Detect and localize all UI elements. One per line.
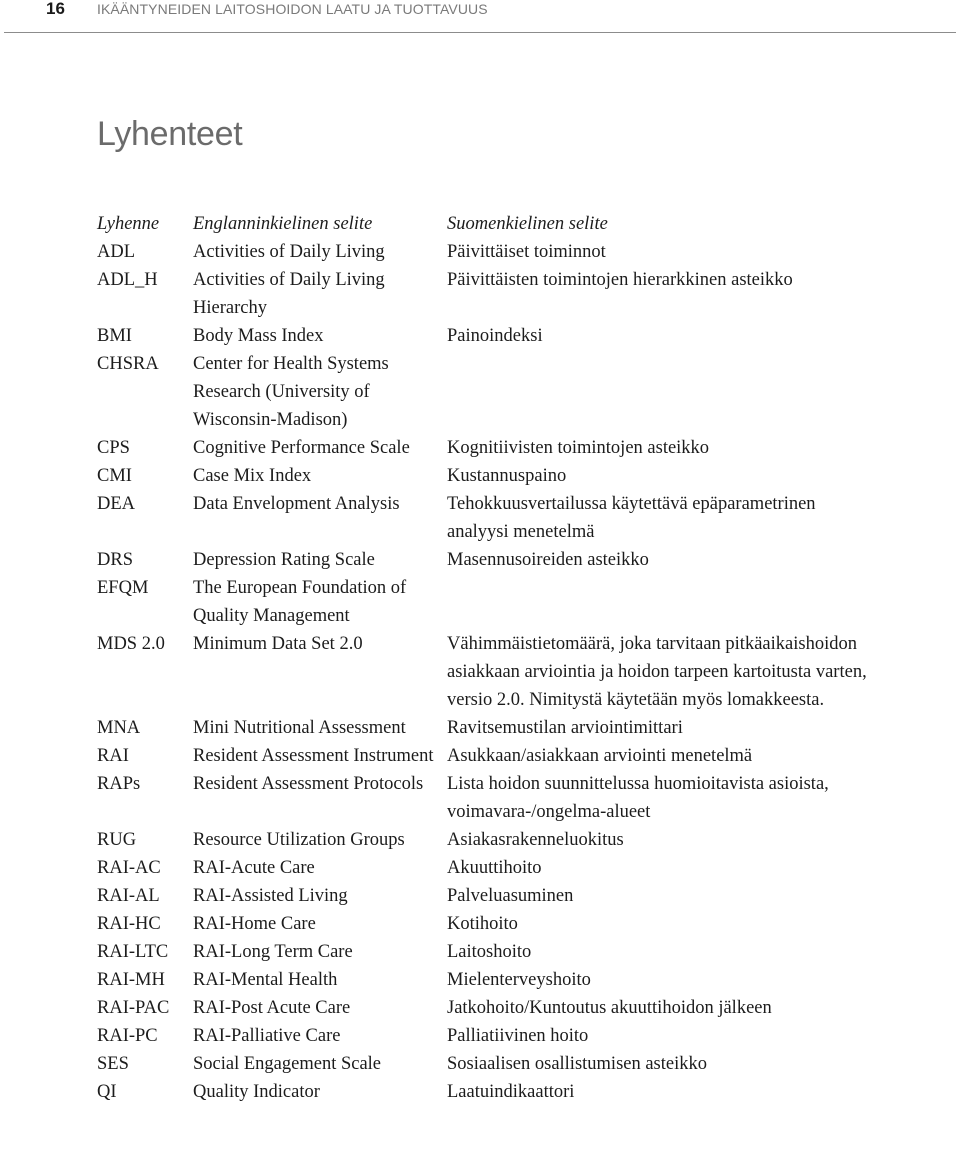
header-abbreviation: Lyhenne <box>97 214 160 234</box>
table-row <box>97 238 867 266</box>
table-row <box>97 630 867 714</box>
abbreviation-cell: RAI-HC <box>97 914 161 934</box>
abbreviation-cell: RAI-PC <box>97 1026 158 1046</box>
english-term-cell: Quality Indicator <box>193 1082 320 1102</box>
page-header <box>0 0 960 34</box>
finnish-term-cell: Kotihoito <box>447 914 518 934</box>
abbreviation-cell: RAI-LTC <box>97 942 169 962</box>
english-term-cell: Resource Utilization Groups <box>193 830 405 850</box>
table-row <box>97 574 867 630</box>
table-row <box>97 490 867 546</box>
table-row <box>97 742 867 770</box>
abbreviation-cell: RAI-PAC <box>97 998 170 1018</box>
table-row <box>97 1078 867 1106</box>
english-term-cell: RAI-Mental Health <box>193 970 338 990</box>
table-row <box>97 546 867 574</box>
english-term-cell: Center for Health Systems Research (University of Wisconsin-Madison) <box>193 354 389 430</box>
finnish-term-cell: Laitoshoito <box>447 942 532 962</box>
finnish-term-cell: Palliatiivinen hoito <box>447 1026 589 1046</box>
table-row <box>97 882 867 910</box>
english-term-cell: Data Envelopment Analysis <box>193 494 400 514</box>
abbreviation-cell: CHSRA <box>97 354 159 374</box>
abbreviation-cell: RAI-AC <box>97 858 161 878</box>
finnish-term-cell: Painoindeksi <box>447 326 543 346</box>
abbreviation-cell: EFQM <box>97 578 149 598</box>
abbreviation-cell: SES <box>97 1054 129 1074</box>
header-english: Englanninkielinen selite <box>193 214 373 234</box>
finnish-term-cell: Ravitsemustilan arviointimittari <box>447 718 683 738</box>
english-term-cell: RAI-Palliative Care <box>193 1026 341 1046</box>
abbreviation-cell: RUG <box>97 830 137 850</box>
english-term-cell: RAI-Long Term Care <box>193 942 353 962</box>
finnish-term-cell: Masennusoireiden asteikko <box>447 550 649 570</box>
abbreviation-cell: BMI <box>97 326 132 346</box>
finnish-term-cell: Akuuttihoito <box>447 858 542 878</box>
table-row <box>97 826 867 854</box>
abbreviation-cell: DRS <box>97 550 133 570</box>
english-term-cell: RAI-Post Acute Care <box>193 998 351 1018</box>
english-term-cell: Mini Nutritional Assessment <box>193 718 406 738</box>
finnish-term-cell: Jatkohoito/Kuntoutus akuuttihoidon jälkeen <box>447 998 772 1018</box>
finnish-term-cell: Päivittäiset toiminnot <box>447 242 606 262</box>
finnish-term-cell: Kognitiivisten toimintojen asteikko <box>447 438 710 458</box>
table-row <box>97 1050 867 1078</box>
table-row <box>97 994 867 1022</box>
finnish-term-cell: Päivittäisten toimintojen hierarkkinen asteikko <box>447 270 793 290</box>
finnish-term-cell: Laatuindikaattori <box>447 1082 575 1102</box>
english-term-cell: RAI-Assisted Living <box>193 886 348 906</box>
english-term-cell: Cognitive Performance Scale <box>193 438 410 458</box>
finnish-term-cell: Asukkaan/asiakkaan arviointi menetelmä <box>447 746 753 766</box>
finnish-term-cell: Lista hoidon suunnittelussa huomioitavista asioista, voimavara-/ongelma-alueet <box>447 774 829 822</box>
table-row <box>97 910 867 938</box>
abbreviation-cell: DEA <box>97 494 136 514</box>
english-term-cell: RAI-Acute Care <box>193 858 315 878</box>
table-body <box>97 238 867 1106</box>
english-term-cell: Case Mix Index <box>193 466 312 486</box>
abbreviation-cell: CPS <box>97 438 130 458</box>
english-term-cell: Minimum Data Set 2.0 <box>193 634 363 654</box>
header-finnish: Suomenkielinen selite <box>447 214 608 234</box>
english-term-cell: RAI-Home Care <box>193 914 316 934</box>
abbreviation-cell: MDS 2.0 <box>97 634 165 654</box>
table-row <box>97 714 867 742</box>
finnish-term-cell <box>447 350 867 434</box>
english-term-cell: Activities of Daily Living Hierarchy <box>193 270 385 318</box>
english-term-cell: Social Engagement Scale <box>193 1054 382 1074</box>
table-row <box>97 434 867 462</box>
abbreviation-cell: ADL_H <box>97 270 158 290</box>
english-term-cell: Body Mass Index <box>193 326 324 346</box>
running-title: IKÄÄNTYNEIDEN LAITOSHOIDON LAATU JA TUOTTAVUUS <box>97 1 488 17</box>
finnish-term-cell <box>447 574 867 630</box>
english-term-cell: Resident Assessment Instrument <box>193 746 434 766</box>
english-term-cell: Activities of Daily Living <box>193 242 385 262</box>
finnish-term-cell: Kustannuspaino <box>447 466 567 486</box>
abbreviations-table <box>97 210 867 1106</box>
abbreviation-cell: RAI-AL <box>97 886 160 906</box>
abbreviation-cell: RAPs <box>97 774 141 794</box>
finnish-term-cell: Palveluasuminen <box>447 886 574 906</box>
page-title: Lyhenteet <box>97 115 243 153</box>
finnish-term-cell: Sosiaalisen osallistumisen asteikko <box>447 1054 708 1074</box>
table-row <box>97 770 867 826</box>
abbreviation-cell: MNA <box>97 718 141 738</box>
abbreviation-cell: CMI <box>97 466 132 486</box>
table-row <box>97 350 867 434</box>
page-number: 16 <box>46 0 65 18</box>
finnish-term-cell: Asiakasrakenneluokitus <box>447 830 624 850</box>
abbreviation-cell: RAI <box>97 746 129 766</box>
finnish-term-cell: Mielenterveyshoito <box>447 970 591 990</box>
english-term-cell: Resident Assessment Protocols <box>193 774 424 794</box>
table-row <box>97 938 867 966</box>
english-term-cell: Depression Rating Scale <box>193 550 375 570</box>
table-row <box>97 462 867 490</box>
header-divider <box>4 32 956 33</box>
table-row <box>97 854 867 882</box>
english-term-cell: The European Foundation of Quality Management <box>193 578 407 626</box>
abbreviation-cell: RAI-MH <box>97 970 165 990</box>
table-header-row <box>97 210 867 238</box>
table-row <box>97 266 867 322</box>
finnish-term-cell: Tehokkuusvertailussa käytettävä epäparametrinen analyysi menetelmä <box>447 494 816 542</box>
abbreviation-cell: ADL <box>97 242 136 262</box>
table-row <box>97 966 867 994</box>
table-row <box>97 322 867 350</box>
table-row <box>97 1022 867 1050</box>
abbreviation-cell: QI <box>97 1082 117 1102</box>
finnish-term-cell: Vähimmäistietomäärä, joka tarvitaan pitkäaikaishoidon asiakkaan arviointia ja hoidon tarpeen kartoitusta varten, versio 2.0. Nimitystä käytetään myös lomakkeesta. <box>447 634 867 710</box>
